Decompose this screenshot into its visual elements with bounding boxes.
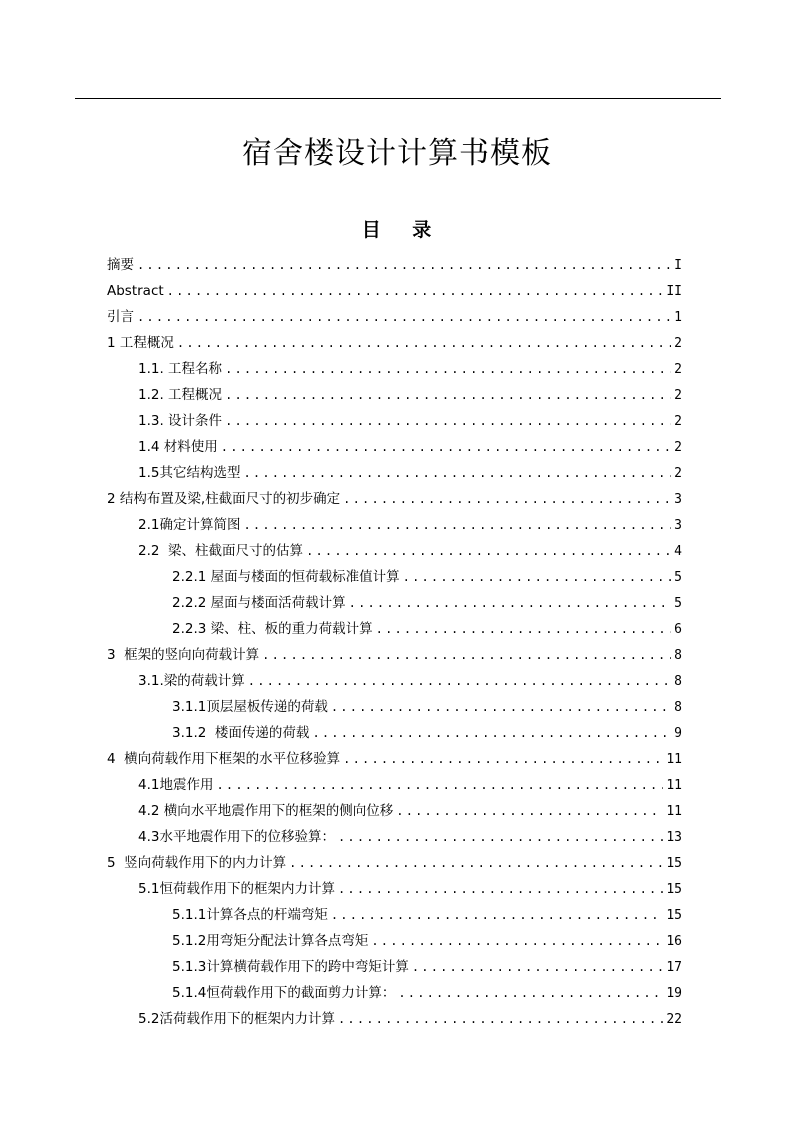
toc-dot-leader: [412, 954, 663, 980]
toc-entry-page-number: 15: [666, 882, 682, 897]
toc-entry-page-number: 2: [674, 466, 682, 481]
toc-entry[interactable]: [107, 616, 682, 642]
toc-entry[interactable]: [107, 798, 682, 824]
toc-entry-label: 2 结构布置及梁,柱截面尺寸的初步确定: [107, 491, 341, 507]
toc-entry-label: 1.5其它结构选型: [138, 465, 241, 481]
toc-dot-leader: [243, 460, 671, 486]
toc-dot-leader: [137, 304, 671, 330]
toc-entry-page-number: 2: [674, 440, 682, 455]
toc-entry-page-number: 2: [674, 388, 682, 403]
toc-entry[interactable]: [107, 564, 682, 590]
toc-entry-label: 3.1.梁的荷载计算: [138, 673, 245, 689]
toc-entry-label: 1 工程概况: [107, 335, 174, 351]
toc-entry[interactable]: [107, 408, 682, 434]
toc-entry-page-number: 17: [666, 960, 682, 975]
toc-dot-leader: [312, 720, 671, 746]
toc-dot-leader: [225, 382, 671, 408]
toc-dot-leader: [343, 746, 663, 772]
toc-entry[interactable]: [107, 278, 682, 304]
toc-entry-page-number: 3: [674, 492, 682, 507]
toc-dot-leader: [396, 798, 663, 824]
toc-entry[interactable]: [107, 928, 682, 954]
toc-entry-label: 2.2.1 屋面与楼面的恒荷载标准值计算: [172, 569, 400, 585]
header-rule: [75, 98, 721, 99]
toc-entry-label: 2.2.3 梁、柱、板的重力荷载计算: [172, 621, 373, 637]
toc-entry-label: 1.4 材料使用: [138, 439, 218, 455]
toc-entry[interactable]: [107, 486, 682, 512]
toc-entry-label: 2.2 梁、柱截面尺寸的估算: [138, 543, 304, 559]
document-title: 宿舍楼设计计算书模板: [242, 136, 552, 171]
toc-entry-page-number: 6: [674, 622, 682, 637]
toc-entry[interactable]: [107, 1006, 682, 1032]
toc-dot-leader: [371, 928, 663, 954]
toc-entry-page-number: 11: [666, 778, 682, 793]
toc-entry-page-number: 1: [674, 310, 682, 325]
toc-dot-leader: [306, 538, 671, 564]
toc-entry-page-number: I: [674, 258, 682, 273]
toc-dot-leader: [225, 408, 671, 434]
toc-dot-leader: [349, 590, 672, 616]
toc-entry-page-number: 11: [666, 804, 682, 819]
toc-entry-page-number: 5: [674, 596, 682, 611]
table-of-contents: [107, 252, 682, 1032]
toc-entry[interactable]: [107, 694, 682, 720]
toc-entry[interactable]: [107, 382, 682, 408]
toc-entry-label: 4.2 横向水平地震作用下的框架的侧向位移: [138, 803, 394, 819]
toc-entry-label: 5.2活荷载作用下的框架内力计算: [138, 1011, 335, 1027]
toc-dot-leader: [167, 278, 664, 304]
toc-dot-leader: [398, 980, 663, 1006]
toc-dot-leader: [289, 850, 663, 876]
toc-entry-page-number: II: [666, 284, 682, 299]
toc-entry-label: 摘要: [107, 257, 134, 273]
toc-entry-label: 1.3. 设计条件: [138, 413, 223, 429]
toc-entry[interactable]: [107, 980, 682, 1006]
toc-entry-label: 5.1恒荷载作用下的框架内力计算: [138, 881, 335, 897]
toc-entry-label: 1.1. 工程名称: [138, 361, 223, 377]
toc-dot-leader: [338, 1006, 663, 1032]
toc-dot-leader: [216, 772, 663, 798]
toc-entry-page-number: 16: [666, 934, 682, 949]
toc-entry-label: 5.1.4恒荷载作用下的截面剪力计算：: [172, 985, 396, 1001]
toc-dot-leader: [262, 642, 671, 668]
toc-dot-leader: [331, 694, 671, 720]
toc-entry-label: 3 框架的竖向向荷载计算: [107, 647, 260, 663]
toc-entry-label: Abstract: [107, 283, 164, 299]
toc-entry-label: 引言: [107, 309, 134, 325]
toc-dot-leader: [338, 876, 663, 902]
toc-dot-leader: [343, 486, 671, 512]
toc-entry-page-number: 4: [674, 544, 682, 559]
toc-entry-page-number: 15: [666, 856, 682, 871]
toc-entry-label: 5.1.1计算各点的杆端弯矩: [172, 907, 328, 923]
toc-entry-page-number: 2: [674, 414, 682, 429]
toc-entry[interactable]: [107, 304, 682, 330]
toc-entry[interactable]: [107, 252, 682, 278]
toc-heading: 目 录: [361, 219, 433, 241]
toc-entry-label: 3.1.2 楼面传递的荷载: [172, 725, 310, 741]
toc-entry[interactable]: [107, 642, 682, 668]
toc-entry-page-number: 9: [674, 726, 682, 741]
toc-dot-leader: [225, 356, 671, 382]
toc-entry[interactable]: [107, 850, 682, 876]
toc-dot-leader: [331, 902, 663, 928]
toc-entry-page-number: 3: [674, 518, 682, 533]
toc-dot-leader: [243, 512, 671, 538]
toc-entry-page-number: 8: [674, 700, 682, 715]
toc-entry-label: 5.1.3计算横荷载作用下的跨中弯矩计算: [172, 959, 409, 975]
toc-entry[interactable]: [107, 460, 682, 486]
toc-entry[interactable]: [107, 330, 682, 356]
toc-entry[interactable]: [107, 590, 682, 616]
toc-dot-leader: [221, 434, 671, 460]
toc-entry-page-number: 11: [666, 752, 682, 767]
toc-entry-label: 2.2.2 屋面与楼面活荷载计算: [172, 595, 346, 611]
toc-entry-page-number: 8: [674, 674, 682, 689]
toc-entry[interactable]: [107, 668, 682, 694]
toc-entry[interactable]: [107, 876, 682, 902]
toc-entry-label: 5 竖向荷载作用下的内力计算: [107, 855, 287, 871]
toc-entry[interactable]: [107, 824, 682, 850]
toc-entry-page-number: 22: [666, 1012, 682, 1027]
toc-entry-page-number: 15: [666, 908, 682, 923]
toc-entry[interactable]: [107, 434, 682, 460]
toc-entry[interactable]: [107, 954, 682, 980]
toc-dot-leader: [376, 616, 672, 642]
toc-entry-page-number: 2: [674, 336, 682, 351]
toc-entry-label: 4.3水平地震作用下的位移验算：: [138, 829, 335, 845]
toc-entry[interactable]: [107, 538, 682, 564]
toc-entry-page-number: 8: [674, 648, 682, 663]
toc-entry-page-number: 19: [666, 986, 682, 1001]
toc-dot-leader: [177, 330, 671, 356]
toc-entry-page-number: 2: [674, 362, 682, 377]
toc-dot-leader: [338, 824, 663, 850]
toc-entry-page-number: 5: [674, 570, 682, 585]
toc-dot-leader: [137, 252, 671, 278]
toc-entry[interactable]: [107, 356, 682, 382]
toc-dot-leader: [248, 668, 671, 694]
toc-dot-leader: [403, 564, 672, 590]
toc-entry[interactable]: [107, 746, 682, 772]
toc-entry-label: 4.1地震作用: [138, 777, 214, 793]
toc-entry[interactable]: [107, 772, 682, 798]
toc-entry[interactable]: [107, 720, 682, 746]
toc-entry[interactable]: [107, 512, 682, 538]
toc-entry-label: 3.1.1顶层屋板传递的荷载: [172, 699, 328, 715]
toc-entry-label: 5.1.2用弯矩分配法计算各点弯矩: [172, 933, 369, 949]
toc-entry-label: 2.1确定计算简图: [138, 517, 241, 533]
toc-entry-label: 4 横向荷载作用下框架的水平位移验算: [107, 751, 341, 767]
toc-entry-page-number: 13: [666, 830, 682, 845]
toc-entry[interactable]: [107, 902, 682, 928]
toc-entry-label: 1.2. 工程概况: [138, 387, 223, 403]
